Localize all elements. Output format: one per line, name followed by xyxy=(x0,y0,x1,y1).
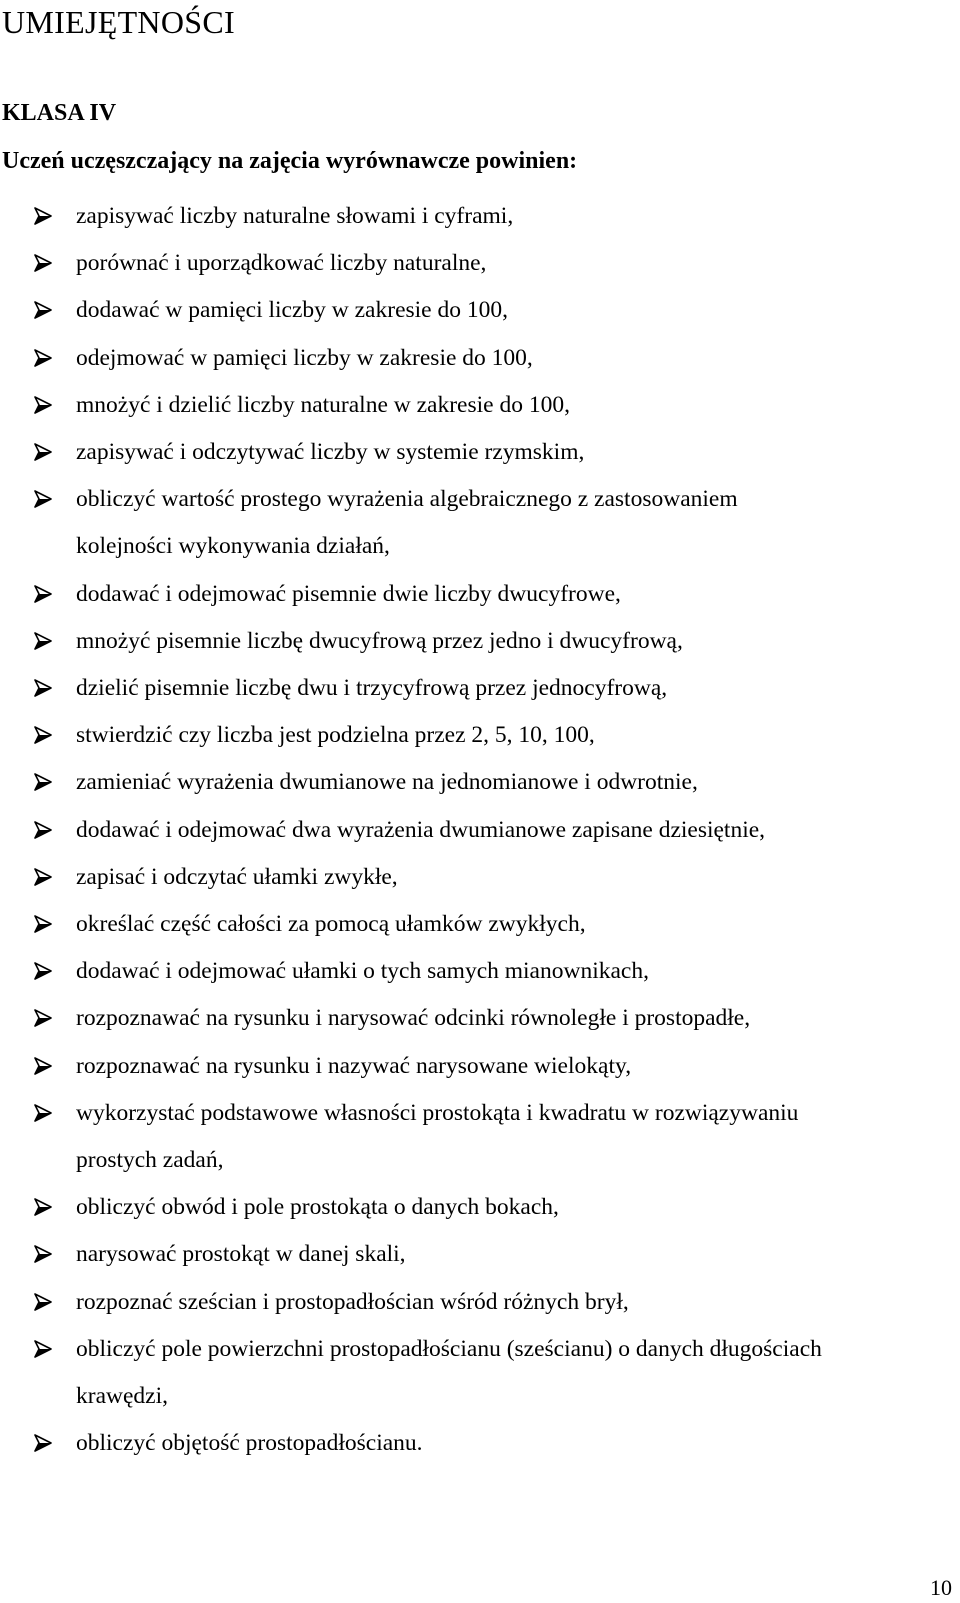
list-item xyxy=(0,712,958,759)
arrowhead-bullet-icon xyxy=(34,1245,52,1263)
arrowhead-bullet-icon xyxy=(34,490,52,508)
arrowhead-bullet-icon xyxy=(34,443,52,461)
skills-list xyxy=(0,193,958,1467)
skill-text: mnożyć pisemnie liczbę dwucyfrową przez jedno i dwucyfrową, xyxy=(76,627,683,654)
skill-text: określać część całości za pomocą ułamków zwykłych, xyxy=(76,911,586,938)
list-item xyxy=(0,854,958,901)
skill-text: kolejności wykonywania działań, xyxy=(76,533,390,560)
skill-text: rozpoznawać na rysunku i nazywać narysowane wielokąty, xyxy=(76,1052,632,1079)
arrowhead-bullet-icon xyxy=(34,1434,52,1452)
skill-text: dodawać i odejmować ułamki o tych samych mianownikach, xyxy=(76,958,649,985)
skill-text: zapisywać i odczytywać liczby w systemie rzymskim, xyxy=(76,439,585,466)
skill-text: dodawać i odejmować dwa wyrażenia dwumianowe zapisane dziesiętnie, xyxy=(76,816,766,843)
list-item xyxy=(0,382,958,429)
arrowhead-bullet-icon xyxy=(34,632,52,650)
skill-text: zamieniać wyrażenia dwumianowe na jednomianowe i odwrotnie, xyxy=(76,769,698,796)
arrowhead-bullet-icon xyxy=(34,1009,52,1027)
skill-text: dzielić pisemnie liczbę dwu i trzycyfrową przez jednocyfrową, xyxy=(76,675,668,702)
list-item xyxy=(0,287,958,334)
skill-text: krawędzi, xyxy=(76,1383,168,1410)
arrowhead-bullet-icon xyxy=(34,349,52,367)
skill-text: obliczyć objętość prostopadłościanu. xyxy=(76,1430,423,1457)
skill-text: obliczyć wartość prostego wyrażenia algebraicznego z zastosowaniem xyxy=(76,486,738,513)
list-item xyxy=(0,1090,958,1137)
list-item xyxy=(0,571,958,618)
list-item xyxy=(0,901,958,948)
skill-text: zapisać i odczytać ułamki zwykłe, xyxy=(76,863,398,890)
arrowhead-bullet-icon xyxy=(34,679,52,697)
page-title: UMIEJĘTNOŚCI xyxy=(2,4,235,40)
list-item xyxy=(0,618,958,665)
skill-text: porównać i uporządkować liczby naturalne, xyxy=(76,250,487,277)
list-item xyxy=(0,1326,958,1373)
skill-text: stwierdzić czy liczba jest podzielna przez 2, 5, 10, 100, xyxy=(76,722,595,749)
arrowhead-bullet-icon xyxy=(34,1198,52,1216)
skill-text: obliczyć pole powierzchni prostopadłościanu (sześcianu) o danych długościach xyxy=(76,1335,822,1362)
arrowhead-bullet-icon xyxy=(34,396,52,414)
list-item xyxy=(0,1043,958,1090)
list-item xyxy=(0,1184,958,1231)
arrowhead-bullet-icon xyxy=(34,726,52,744)
arrowhead-bullet-icon xyxy=(34,821,52,839)
class-heading: KLASA IV xyxy=(2,100,117,126)
arrowhead-bullet-icon xyxy=(34,1104,52,1122)
arrowhead-bullet-icon xyxy=(34,1293,52,1311)
list-item xyxy=(0,995,958,1042)
arrowhead-bullet-icon xyxy=(34,915,52,933)
skill-text: dodawać w pamięci liczby w zakresie do 100, xyxy=(76,297,508,324)
list-item xyxy=(0,665,958,712)
skill-text: wykorzystać podstawowe własności prostokąta i kwadratu w rozwiązywaniu xyxy=(76,1099,799,1126)
arrowhead-bullet-icon xyxy=(34,207,52,225)
list-item-continuation xyxy=(0,523,958,570)
arrowhead-bullet-icon xyxy=(34,585,52,603)
list-item xyxy=(0,240,958,287)
skill-text: zapisywać liczby naturalne słowami i cyframi, xyxy=(76,203,514,229)
list-item xyxy=(0,948,958,995)
list-item xyxy=(0,476,958,523)
list-item xyxy=(0,1420,958,1467)
skill-text: mnożyć i dzielić liczby naturalne w zakresie do 100, xyxy=(76,391,570,418)
list-item xyxy=(0,1279,958,1326)
arrowhead-bullet-icon xyxy=(34,301,52,319)
arrowhead-bullet-icon xyxy=(34,868,52,886)
skill-text: rozpoznawać na rysunku i narysować odcinki równoległe i prostopadłe, xyxy=(76,1005,751,1032)
list-item xyxy=(0,759,958,806)
skill-text: rozpoznać sześcian i prostopadłościan wśród różnych brył, xyxy=(76,1288,629,1315)
skill-text: prostych zadań, xyxy=(76,1147,224,1174)
skill-text: odejmować w pamięci liczby w zakresie do 100, xyxy=(76,344,533,371)
list-item-continuation xyxy=(0,1137,958,1184)
list-item xyxy=(0,193,958,240)
skill-text: dodawać i odejmować pisemnie dwie liczby dwucyfrowe, xyxy=(76,580,621,607)
intro-text: Uczeń uczęszczający na zajęcia wyrównawcze powinien: xyxy=(2,148,578,174)
skill-text: obliczyć obwód i pole prostokąta o danych bokach, xyxy=(76,1194,559,1221)
list-item xyxy=(0,807,958,854)
list-item-continuation xyxy=(0,1373,958,1420)
arrowhead-bullet-icon xyxy=(34,254,52,272)
list-item xyxy=(0,1231,958,1278)
arrowhead-bullet-icon xyxy=(34,1340,52,1358)
list-item xyxy=(0,335,958,382)
skill-text: narysować prostokąt w danej skali, xyxy=(76,1241,406,1268)
page-number: 10 xyxy=(930,1575,952,1600)
arrowhead-bullet-icon xyxy=(34,962,52,980)
arrowhead-bullet-icon xyxy=(34,1057,52,1075)
list-item xyxy=(0,429,958,476)
arrowhead-bullet-icon xyxy=(34,773,52,791)
